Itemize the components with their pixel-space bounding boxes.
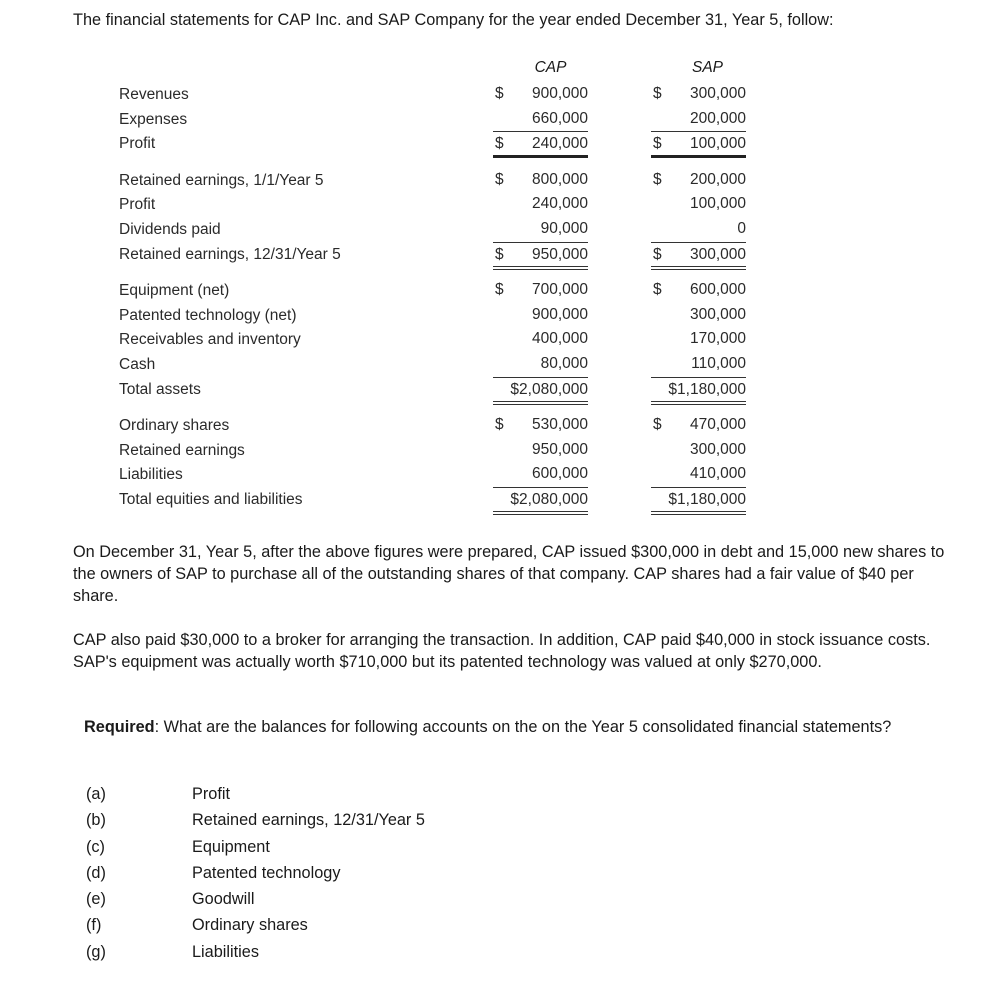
sap-amount	[651, 413, 746, 435]
cap-value: 90,000	[540, 219, 588, 237]
table-row	[119, 327, 759, 352]
accounts-list	[84, 785, 584, 969]
currency-symbol: $	[653, 170, 662, 188]
cap-amount	[493, 413, 588, 435]
sap-value: 410,000	[689, 465, 746, 483]
row-label: Equipment (net)	[119, 282, 230, 300]
cap-value: 900,000	[531, 85, 588, 102]
table-row	[119, 217, 759, 242]
currency-symbol: $	[653, 245, 662, 263]
row-label: Retained earnings	[119, 441, 245, 459]
table-row	[119, 303, 759, 328]
currency-symbol: $	[653, 85, 662, 102]
sap-amount	[651, 462, 746, 484]
table-row	[119, 438, 759, 463]
item-text: Goodwill	[192, 890, 255, 909]
cap-value: 700,000	[531, 281, 588, 299]
item-key: (a)	[86, 785, 106, 803]
cap-amount	[493, 168, 588, 190]
item-key: (c)	[86, 837, 105, 856]
list-item	[84, 943, 584, 969]
currency-symbol: $	[495, 170, 504, 188]
row-label: Total assets	[119, 380, 201, 398]
sap-amount	[651, 242, 746, 264]
cap-amount	[493, 377, 588, 399]
sap-value: 110,000	[691, 354, 746, 372]
transaction-paragraph: On December 31, Year 5, after the above figures were prepared, CAP issued $300,000 in debt and 15,000 new shares to the owners of SAP to purchase all of the outstanding shares of that company. CAP shares had a fair value of $40 per share.	[73, 543, 945, 605]
currency-symbol: $	[495, 135, 504, 153]
sap-amount	[651, 377, 746, 399]
required-label: Required	[84, 718, 155, 736]
sap-amount	[651, 82, 746, 104]
item-key: (e)	[86, 890, 106, 909]
row-label: Dividends paid	[119, 220, 221, 238]
cap-amount	[493, 242, 588, 264]
cap-amount	[493, 107, 588, 129]
statement-section	[119, 168, 759, 266]
row-label: Profit	[119, 135, 156, 153]
sap-amount	[651, 192, 746, 214]
sap-amount	[651, 278, 746, 300]
statement-section	[119, 413, 759, 511]
item-key: (b)	[86, 811, 106, 830]
currency-symbol: $	[495, 245, 504, 263]
cap-value: 530,000	[531, 416, 588, 434]
row-label: Retained earnings, 12/31/Year 5	[119, 245, 341, 263]
sap-value: 300,000	[689, 305, 746, 323]
row-label: Expenses	[119, 110, 188, 128]
sap-value: 200,000	[689, 170, 746, 188]
cap-value: 240,000	[531, 195, 588, 213]
column-header-sap: SAP	[691, 59, 723, 76]
sap-amount	[651, 303, 746, 325]
required-text: : What are the balances for following accounts on the on the Year 5 consolidated financial statements?	[154, 718, 892, 736]
total-row	[119, 377, 759, 402]
sap-amount	[651, 168, 746, 190]
cap-value: 900,000	[531, 305, 588, 323]
statement-section	[119, 82, 759, 156]
table-row	[119, 352, 759, 377]
list-item	[84, 785, 584, 811]
sap-amount	[651, 438, 746, 460]
item-text: Retained earnings, 12/31/Year 5	[192, 811, 425, 830]
required-question	[84, 716, 944, 738]
row-label: Receivables and inventory	[119, 331, 301, 349]
cap-amount	[493, 303, 588, 325]
cap-value: 800,000	[531, 170, 588, 188]
row-label: Total equities and liabilities	[119, 490, 303, 508]
item-key: (f)	[86, 916, 102, 935]
currency-symbol: $	[495, 416, 504, 434]
currency-symbol: $	[653, 416, 662, 434]
sap-amount	[651, 487, 746, 509]
item-text: Patented technology	[192, 863, 341, 882]
item-text: Liabilities	[192, 942, 259, 961]
column-header-cap: CAP	[534, 59, 567, 76]
sap-value: 0	[737, 219, 746, 237]
sap-amount	[651, 217, 746, 239]
cap-value: 80,000	[540, 354, 588, 372]
statement-section	[119, 278, 759, 401]
sap-value: 470,000	[689, 416, 746, 434]
row-label: Revenues	[119, 86, 189, 103]
cap-value: 240,000	[531, 135, 588, 153]
table-row	[119, 192, 759, 217]
sap-amount	[651, 327, 746, 349]
currency-symbol: $	[653, 135, 662, 153]
cap-value: $2,080,000	[510, 380, 588, 398]
row-label: Ordinary shares	[119, 417, 230, 435]
row-label: Cash	[119, 355, 156, 373]
table-row	[119, 107, 759, 132]
total-row	[119, 131, 759, 156]
row-label: Profit	[119, 196, 156, 214]
list-item	[84, 864, 584, 890]
sap-value: 200,000	[689, 109, 746, 127]
item-text: Ordinary shares	[192, 916, 308, 935]
cap-value: 400,000	[531, 330, 588, 348]
cap-value: $2,080,000	[510, 490, 588, 508]
table-row	[119, 413, 759, 438]
sap-value: 300,000	[689, 440, 746, 458]
list-item	[84, 916, 584, 942]
list-item	[84, 811, 584, 837]
row-label: Liabilities	[119, 466, 183, 484]
sap-amount	[651, 131, 746, 153]
sap-value: $1,180,000	[668, 490, 746, 508]
cap-amount	[493, 192, 588, 214]
cap-amount	[493, 131, 588, 153]
cap-amount	[493, 438, 588, 460]
financial-statements-table	[119, 82, 759, 524]
sap-value: 300,000	[689, 85, 746, 102]
sap-value: 600,000	[689, 281, 746, 299]
cap-amount	[493, 278, 588, 300]
currency-symbol: $	[495, 85, 504, 102]
currency-symbol: $	[653, 281, 662, 299]
item-text: Equipment	[192, 837, 270, 856]
cap-amount	[493, 462, 588, 484]
item-text: Profit	[192, 785, 231, 803]
cap-value: 950,000	[531, 245, 588, 263]
row-label: Patented technology (net)	[119, 306, 297, 324]
sap-amount	[651, 107, 746, 129]
sap-value: 300,000	[689, 245, 746, 263]
cap-amount	[493, 82, 588, 104]
currency-symbol: $	[495, 281, 504, 299]
table-row	[119, 462, 759, 487]
cap-amount	[493, 327, 588, 349]
row-label: Retained earnings, 1/1/Year 5	[119, 171, 324, 189]
intro-text: The financial statements for CAP Inc. and SAP Company for the year ended December 31, Year 5, follow:	[73, 11, 834, 29]
item-key: (g)	[86, 942, 106, 961]
cap-value: 600,000	[531, 465, 588, 483]
sap-value: $1,180,000	[668, 380, 746, 398]
table-row	[119, 168, 759, 193]
total-row	[119, 242, 759, 267]
total-row	[119, 487, 759, 512]
sap-value: 100,000	[689, 135, 746, 153]
table-row	[119, 82, 759, 107]
cap-amount	[493, 487, 588, 509]
sap-value: 100,000	[689, 195, 746, 213]
costs-paragraph: CAP also paid $30,000 to a broker for arranging the transaction. In addition, CAP paid $40,000 in stock issuance costs. SAP's equipment was actually worth $710,000 but its patented technology was valued at only $270,000.	[73, 631, 931, 671]
cap-amount	[493, 217, 588, 239]
cap-amount	[493, 352, 588, 374]
item-key: (d)	[86, 863, 106, 882]
list-item	[84, 838, 584, 864]
cap-value: 950,000	[531, 440, 588, 458]
sap-value: 170,000	[689, 330, 746, 348]
sap-amount	[651, 352, 746, 374]
table-row	[119, 278, 759, 303]
cap-value: 660,000	[531, 109, 588, 127]
list-item	[84, 890, 584, 916]
